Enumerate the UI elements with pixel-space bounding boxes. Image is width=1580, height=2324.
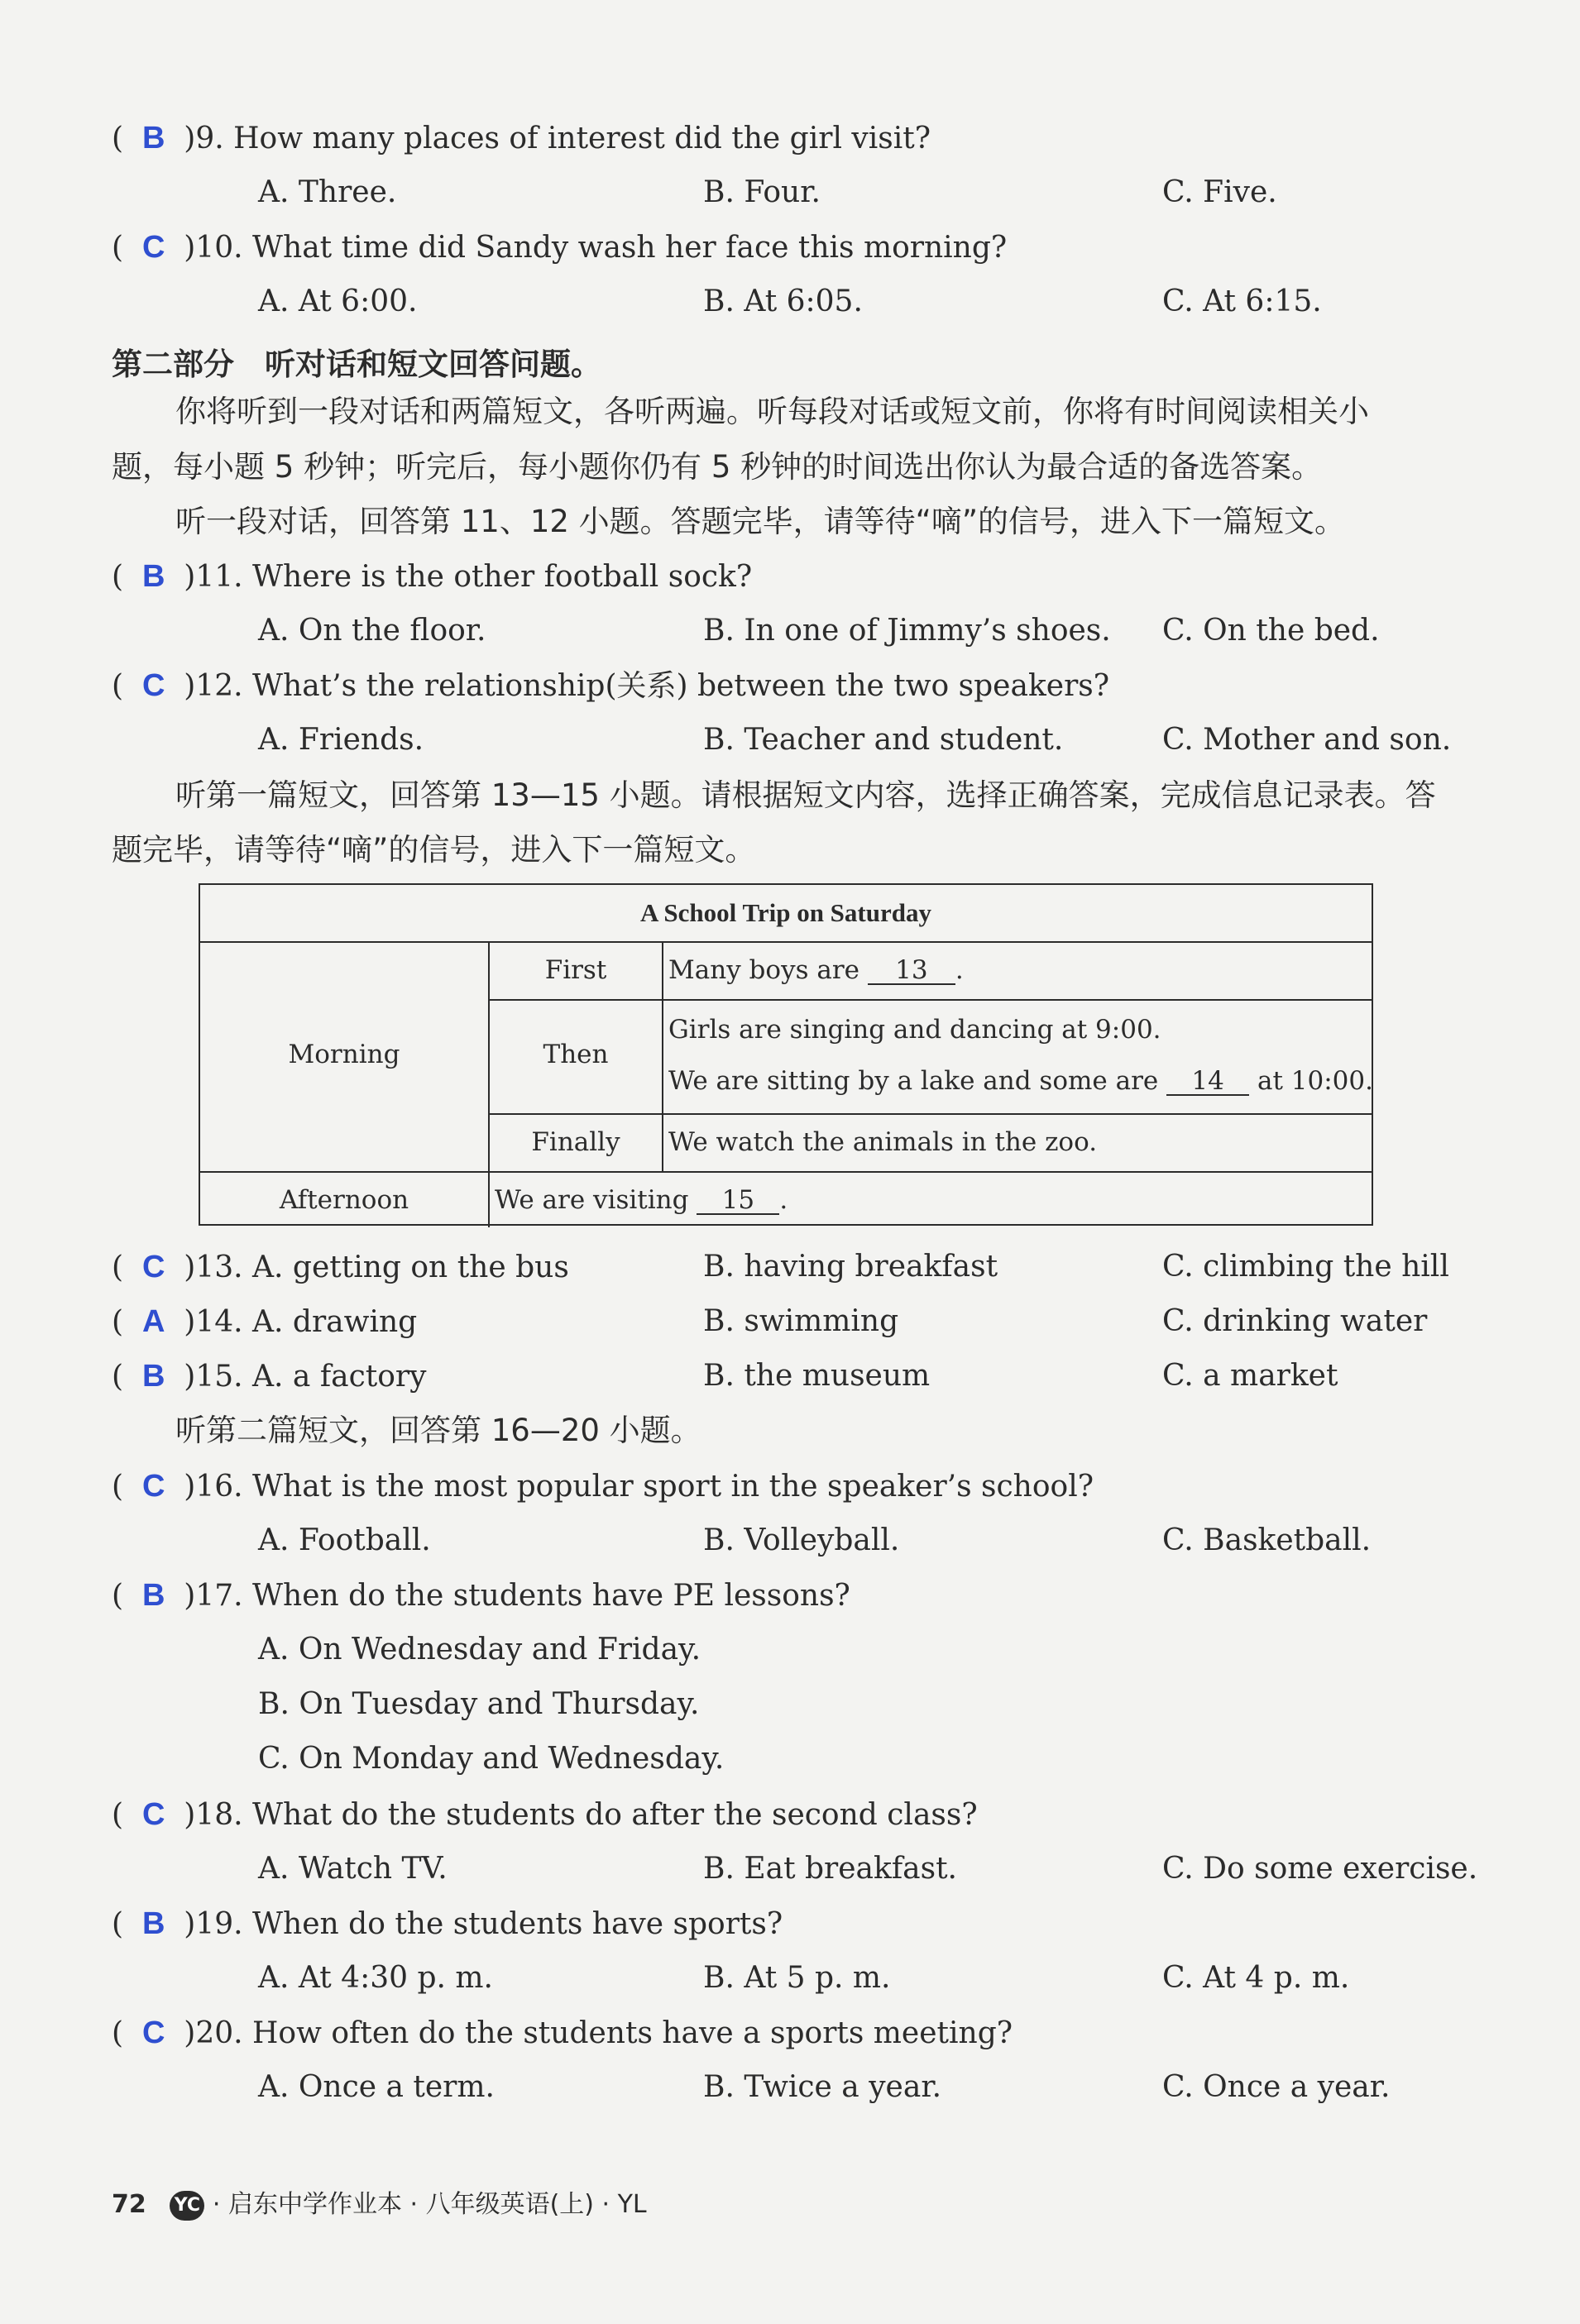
option-17a: A. On Wednesday and Friday.: [258, 1633, 701, 1666]
option-11a: A. On the floor.: [258, 614, 486, 648]
answer-18: C: [141, 1797, 165, 1832]
option-20c: C. Once a year.: [1162, 2070, 1391, 2104]
option-15b: B. the museum: [703, 1359, 931, 1393]
option-9c: C. Five.: [1162, 175, 1277, 209]
then-line2: We are sitting by a lake and some are 14 at 10:00.: [668, 1066, 1373, 1096]
option-17b: B. On Tuesday and Thursday.: [258, 1687, 700, 1721]
option-12c: C. Mother and son.: [1162, 723, 1452, 757]
page-number: 72: [112, 2190, 146, 2219]
option-19b: B. At 5 p. m.: [703, 1961, 891, 1995]
option-11c: C. On the bed.: [1162, 614, 1380, 648]
option-14b: B. swimming: [703, 1304, 899, 1338]
blank-13[interactable]: 13: [868, 957, 955, 985]
answer-10: C: [141, 230, 165, 265]
option-18c: C. Do some exercise.: [1162, 1852, 1478, 1886]
question-10: ( C )10. What time did Sandy wash her face this morning?: [112, 230, 1008, 265]
publisher-badge-icon: YC: [170, 2191, 204, 2221]
morning-label: Morning: [288, 1040, 400, 1069]
question-17: ( B )17. When do the students have PE lessons?: [112, 1578, 850, 1613]
option-18a: A. Watch TV.: [258, 1852, 448, 1886]
question-16: ( C )16. What is the most popular sport in the speaker’s school?: [112, 1469, 1094, 1504]
option-12b: B. Teacher and student.: [703, 723, 1064, 757]
question-20: ( C )20. How often do the students have a sports meeting?: [112, 2016, 1013, 2050]
finally-text: We watch the animals in the zoo.: [668, 1127, 1098, 1157]
option-10a: A. At 6:00.: [258, 285, 418, 318]
dialog-instruction: 听一段对话，回答第 11、12 小题。答题完毕，请等待“嘀”的信号，进入下一篇短文。: [175, 504, 1346, 539]
page-footer: [112, 2183, 647, 2221]
option-14c: C. drinking water: [1162, 1304, 1428, 1338]
answer-13: C: [141, 1250, 165, 1284]
blank-14[interactable]: 14: [1166, 1068, 1249, 1096]
question-15: ( B )15. A. a factory: [112, 1359, 427, 1394]
then-label: Then: [543, 1040, 609, 1069]
part2-heading: 第二部分 听对话和短文回答问题。: [112, 347, 601, 382]
question-9: ( B )9. How many places of interest did the girl visit?: [112, 121, 931, 155]
part2-intro-line2: 题，每小题 5 秒钟；听完后，每小题你仍有 5 秒钟的时间选出你认为最合适的备选答案。: [112, 449, 1323, 485]
option-9a: A. Three.: [258, 175, 397, 209]
answer-15: B: [141, 1359, 165, 1394]
option-19c: C. At 4 p. m.: [1162, 1961, 1350, 1995]
option-16a: A. Football.: [258, 1523, 431, 1557]
option-11b: B. In one of Jimmy’s shoes.: [703, 614, 1111, 648]
answer-16: C: [141, 1469, 165, 1504]
afternoon-label: Afternoon: [279, 1185, 409, 1215]
table-title: A School Trip on Saturday: [639, 898, 931, 927]
answer-12: C: [141, 668, 165, 703]
question-11: ( B )11. Where is the other football sock?: [112, 559, 753, 594]
option-18b: B. Eat breakfast.: [703, 1852, 958, 1886]
answer-19: B: [141, 1906, 165, 1941]
option-20a: A. Once a term.: [258, 2070, 495, 2104]
option-13c: C. climbing the hill: [1162, 1250, 1449, 1284]
question-13: ( C )13. A. getting on the bus: [112, 1250, 569, 1284]
option-20b: B. Twice a year.: [703, 2070, 942, 2104]
option-12a: A. Friends.: [258, 723, 424, 757]
option-16b: B. Volleyball.: [703, 1523, 900, 1557]
question-19: ( B )19. When do the students have sports?: [112, 1906, 783, 1941]
question-14: ( A )14. A. drawing: [112, 1304, 418, 1339]
option-17c: C. On Monday and Wednesday.: [258, 1742, 725, 1776]
answer-20: C: [141, 2016, 165, 2050]
option-15c: C. a market: [1162, 1359, 1338, 1393]
answer-14: A: [141, 1304, 165, 1339]
question-18: ( C )18. What do the students do after the second class?: [112, 1797, 978, 1832]
answer-9: B: [141, 121, 165, 155]
afternoon-text: We are visiting 15 .: [495, 1185, 788, 1215]
answer-11: B: [141, 559, 165, 594]
text1-instruction-line2: 题完毕，请等待“嘀”的信号，进入下一篇短文。: [112, 832, 756, 868]
option-16c: C. Basketball.: [1162, 1523, 1372, 1557]
blank-15[interactable]: 15: [697, 1187, 779, 1215]
finally-label: Finally: [531, 1127, 620, 1157]
first-label: First: [544, 955, 607, 985]
answer-17: B: [141, 1578, 165, 1613]
option-10c: C. At 6:15.: [1162, 285, 1322, 318]
option-19a: A. At 4:30 p. m.: [258, 1961, 493, 1995]
option-10b: B. At 6:05.: [703, 285, 863, 318]
part2-intro-line1: 你将听到一段对话和两篇短文，各听两遍。听每段对话或短文前，你将有时间阅读相关小: [175, 394, 1369, 429]
text2-instruction: 听第二篇短文，回答第 16—20 小题。: [175, 1413, 701, 1448]
text1-instruction-line1: 听第一篇短文，回答第 13—15 小题。请根据短文内容，选择正确答案，完成信息记录表。答: [175, 777, 1436, 813]
school-trip-table: [199, 883, 1373, 1226]
question-12: ( C )12. What’s the relationship(关系) between the two speakers?: [112, 668, 1110, 703]
then-line1: Girls are singing and dancing at 9:00.: [668, 1015, 1161, 1045]
first-text: Many boys are 13 .: [668, 955, 964, 985]
option-13b: B. having breakfast: [703, 1250, 998, 1284]
option-9b: B. Four.: [703, 175, 821, 209]
footer-text: · 启东中学作业本 · 八年级英语(上) · YL: [212, 2190, 647, 2219]
